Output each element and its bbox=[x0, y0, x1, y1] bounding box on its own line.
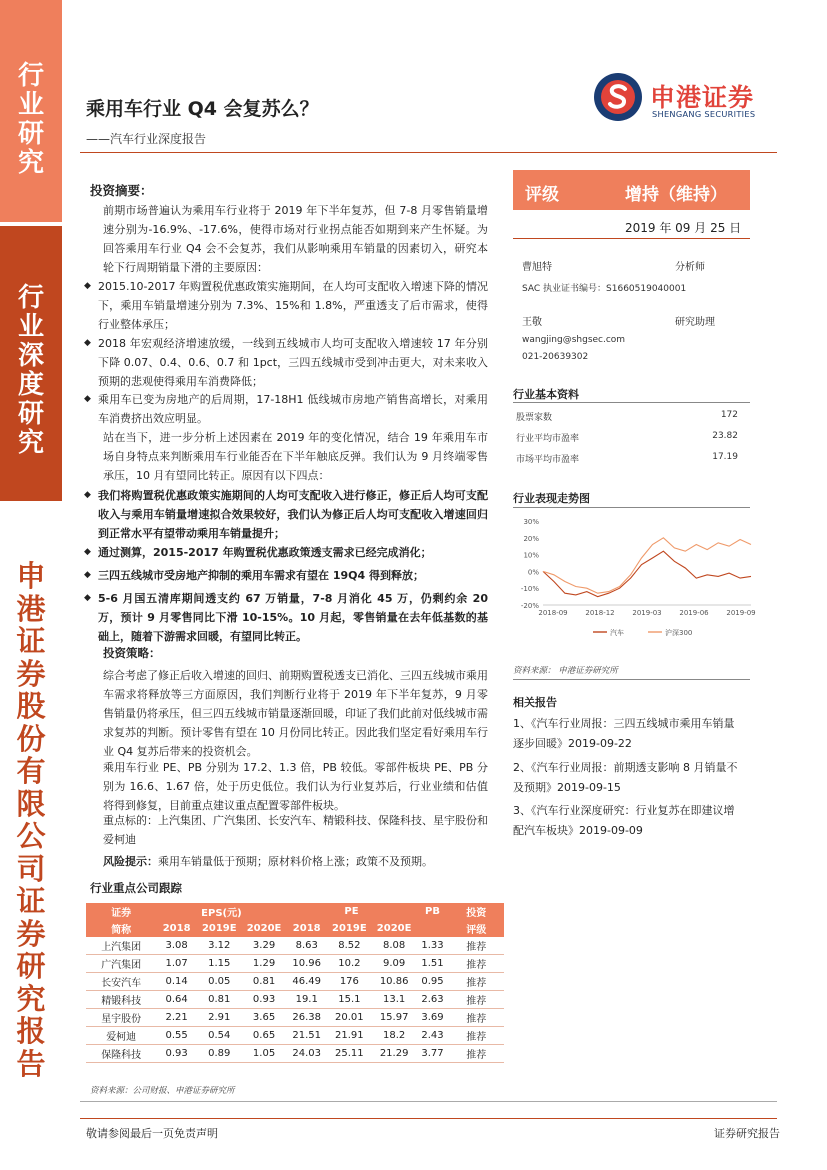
eps-2019e: 3.12 bbox=[197, 937, 242, 955]
risk-text: 乘用车销量低于预期；原材料价格上涨；政策不及预期。 bbox=[158, 855, 433, 868]
invest-rating: 推荐 bbox=[449, 1027, 504, 1045]
industry-trend-chart bbox=[513, 515, 758, 640]
basics-divider bbox=[513, 402, 750, 403]
sidebar-middle-block bbox=[0, 226, 62, 501]
bullet-text: 2015.10-2017 年购置税优惠政策实施期间，在人均可支配收入增速下降的情况下，乘用车销量增速分别为 7.3%、15%和 1.8%，严重透支了后市需求，使得行业整体承压； bbox=[98, 280, 488, 331]
analyst-1-role: 分析师 bbox=[675, 262, 705, 273]
focus-stocks: 重点标的：上汽集团、广汽集团、长安汽车、精锻科技、保隆科技、星宇股份和爱柯迪 bbox=[103, 814, 488, 846]
analyst-2-role: 研究助理 bbox=[675, 317, 715, 328]
summary-intro: 前期市场普遍认为乘用车行业将于 2019 年下半年复苏，但 7-8 月零售销量增速分别为-16.9%、-17.6%，使得市场对行业拐点能否如期到来产生怀疑。为回答乘用车行业 Q4 会不会复苏，我们从影响乘用车销量的因素切入，研究本轮下行周期销量下滑的主要原因： bbox=[103, 204, 488, 274]
eps-2019e: 0.81 bbox=[197, 991, 242, 1009]
header-divider bbox=[80, 152, 777, 153]
y-tick-label: 20% bbox=[523, 534, 539, 543]
eps-2019e: 0.54 bbox=[197, 1027, 242, 1045]
pe-2018: 19.1 bbox=[286, 991, 327, 1009]
table-row bbox=[86, 937, 504, 955]
bullet-1-1 bbox=[84, 277, 488, 334]
eps-2020e: 0.93 bbox=[242, 991, 287, 1009]
risk-warning bbox=[103, 852, 488, 871]
header-pe: PE bbox=[286, 903, 416, 920]
pe-2020e: 13.1 bbox=[372, 991, 417, 1009]
legend-label: 沪深300 bbox=[665, 629, 693, 637]
company-name: 星宇股份 bbox=[86, 1009, 156, 1027]
table-row bbox=[86, 1027, 504, 1045]
related-heading: 相关报告 bbox=[513, 696, 557, 709]
table-header-row bbox=[86, 920, 504, 937]
table-row bbox=[86, 1009, 504, 1027]
eps-2018: 1.07 bbox=[156, 955, 197, 973]
footer-divider-top bbox=[80, 1101, 777, 1102]
company-tracking-table bbox=[86, 903, 504, 1063]
header-year: 2018 bbox=[286, 920, 327, 937]
header-year: 2018 bbox=[156, 920, 197, 937]
bullet-icon: ◆ bbox=[84, 338, 91, 348]
related-divider-top bbox=[513, 679, 750, 680]
pe-2018: 8.63 bbox=[286, 937, 327, 955]
eps-2020e: 3.29 bbox=[242, 937, 287, 955]
pe-2020e: 18.2 bbox=[372, 1027, 417, 1045]
bullet-2-3 bbox=[84, 566, 488, 585]
footer-divider bbox=[80, 1118, 777, 1119]
bullet-text: 通过测算，2015-2017 年购置税优惠政策透支需求已经完成消化； bbox=[98, 546, 432, 559]
basics-heading: 行业基本资料 bbox=[513, 388, 579, 401]
invest-rating: 推荐 bbox=[449, 937, 504, 955]
company-name: 长安汽车 bbox=[86, 973, 156, 991]
pb-value: 1.33 bbox=[417, 937, 449, 955]
company-name: 保隆科技 bbox=[86, 1045, 156, 1063]
table-row bbox=[86, 955, 504, 973]
table-title: 行业重点公司跟踪 bbox=[90, 881, 182, 895]
bullet-text: 三四五线城市受房地产抑制的乘用车需求有望在 19Q4 得到释放； bbox=[98, 569, 424, 582]
eps-2019e: 2.91 bbox=[197, 1009, 242, 1027]
header-blank bbox=[417, 920, 449, 937]
invest-rating: 推荐 bbox=[449, 955, 504, 973]
analyst-2-phone: 021-20639302 bbox=[522, 352, 589, 362]
strategy-paragraph-1: 综合考虑了修正后收入增速的回归、前期购置税透支已消化、三四五线城市乘用车需求将释放等三方面原因，我们判断行业将于 2019 年下半年复苏，9 月零售销量仍将承压，但三四五线城市销量逐渐回暖，印证了我们此前对低线城市需求复苏的判断。预计零售有望在 10 月份同比转正。因此我们坚定看好乘用车行业 Q4 复苏后带来的投资机会。 bbox=[103, 669, 488, 758]
eps-2019e: 1.15 bbox=[197, 955, 242, 973]
table-row bbox=[86, 973, 504, 991]
x-tick-label: 2019-03 bbox=[632, 609, 662, 617]
header-year: 2020E bbox=[242, 920, 287, 937]
company-name: 上汽集团 bbox=[86, 937, 156, 955]
header-pb: PB bbox=[417, 903, 449, 920]
pe-2019e: 8.52 bbox=[327, 937, 372, 955]
strategy-paragraph-2: 乘用车行业 PE、PB 分别为 17.2、1.3 倍，PB 较低。零部件板块 PE、PB 分别为 16.6、1.67 倍，处于历史低位。我们认为行业复苏后，行业业绩和估值将得到修复，目前重点建议重点配置零部件板块。 bbox=[103, 761, 488, 812]
bullet-icon: ◆ bbox=[84, 490, 91, 500]
trend-heading: 行业表现走势图 bbox=[513, 492, 590, 505]
rating-value: 增持（维持） bbox=[625, 185, 727, 205]
pe-2020e: 8.08 bbox=[372, 937, 417, 955]
pe-2018: 10.96 bbox=[286, 955, 327, 973]
pe-2020e: 15.97 bbox=[372, 1009, 417, 1027]
basics-label: 股票家数 bbox=[516, 413, 553, 423]
strategy-heading: 投资策略： bbox=[103, 646, 161, 660]
basics-value: 172 bbox=[720, 410, 738, 420]
bullet-icon: ◆ bbox=[84, 281, 91, 291]
eps-2019e: 0.89 bbox=[197, 1045, 242, 1063]
related-item[interactable]: 2、《汽车行业周报：前期透支影响 8 月销量不及预期》2019-09-15 bbox=[513, 761, 738, 794]
header-invest: 投资 bbox=[449, 903, 504, 920]
header-year: 2019E bbox=[197, 920, 242, 937]
bullet-1-3 bbox=[84, 390, 488, 428]
sidebar-top-block bbox=[0, 0, 62, 222]
sidebar-middle-label bbox=[0, 284, 62, 458]
basics-value: 17.19 bbox=[712, 452, 738, 462]
table-row bbox=[86, 1045, 504, 1063]
x-tick-label: 2018-12 bbox=[585, 609, 615, 617]
table-header-row bbox=[86, 903, 504, 920]
eps-2018: 0.14 bbox=[156, 973, 197, 991]
related-item[interactable]: 1、《汽车行业周报：三四五线城市乘用车销量逐步回暖》2019-09-22 bbox=[513, 717, 735, 750]
report-subtitle: ——汽车行业深度报告 bbox=[86, 132, 207, 146]
y-tick-label: 0% bbox=[527, 568, 539, 577]
summary-mid: 站在当下，进一步分析上述因素在 2019 年的变化情况，结合 19 年乘用车市场自身特点来判断乘用车行业能否在下半年触底反弹。我们认为 9 月终端零售承压，10 月有望同比转正。原因有以下四点： bbox=[103, 431, 488, 482]
bullet-2-1 bbox=[84, 486, 488, 543]
sidebar-top-text: 行业研究 bbox=[17, 61, 44, 178]
related-item[interactable]: 3、《汽车行业深度研究：行业复苏在即建议增配汽车板块》2019-09-09 bbox=[513, 804, 735, 837]
pe-2019e: 176 bbox=[327, 973, 372, 991]
basics-label: 行业平均市盈率 bbox=[516, 434, 580, 444]
x-tick-label: 2019-09 bbox=[726, 609, 756, 617]
legend-label: 汽车 bbox=[610, 629, 624, 637]
sidebar-bottom-label bbox=[0, 560, 62, 1080]
analyst-2-email[interactable]: wangjing@shgsec.com bbox=[522, 335, 626, 345]
pe-2019e: 21.91 bbox=[327, 1027, 372, 1045]
header-year: 2019E bbox=[327, 920, 372, 937]
invest-rating: 推荐 bbox=[449, 973, 504, 991]
bullet-text: 我们将购置税优惠政策实施期间的人均可支配收入进行修正，修正后人均可支配收入与乘用车销量增速拟合效果较好，我们认为修正后人均可支配收入增速回归到正常水平有望带动乘用车销量提升； bbox=[98, 489, 488, 540]
y-tick-label: -10% bbox=[520, 585, 539, 594]
invest-rating: 推荐 bbox=[449, 1045, 504, 1063]
analyst-1-license: SAC 执业证书编号：S1660519040001 bbox=[522, 284, 687, 294]
x-tick-label: 2019-06 bbox=[679, 609, 709, 617]
series-line-2 bbox=[543, 538, 751, 593]
basics-value: 23.82 bbox=[712, 431, 738, 441]
analyst-2-name: 王敬 bbox=[522, 317, 542, 328]
bullet-2-2 bbox=[84, 543, 488, 562]
pb-value: 3.69 bbox=[417, 1009, 449, 1027]
eps-2020e: 3.65 bbox=[242, 1009, 287, 1027]
header-rating: 评级 bbox=[449, 920, 504, 937]
invest-rating: 推荐 bbox=[449, 1009, 504, 1027]
pe-2018: 26.38 bbox=[286, 1009, 327, 1027]
summary-heading: 投资摘要： bbox=[90, 183, 153, 198]
eps-2018: 0.55 bbox=[156, 1027, 197, 1045]
pe-2018: 24.03 bbox=[286, 1045, 327, 1063]
pb-value: 1.51 bbox=[417, 955, 449, 973]
rating-box bbox=[513, 170, 750, 210]
sidebar-top-label bbox=[0, 62, 62, 178]
eps-2018: 3.08 bbox=[156, 937, 197, 955]
company-name: 爱柯迪 bbox=[86, 1027, 156, 1045]
basics-label: 市场平均市盈率 bbox=[516, 455, 580, 465]
pe-2018: 21.51 bbox=[286, 1027, 327, 1045]
bullet-text: 2018 年宏观经济增速放缓，一线到五线城市人均可支配收入增速较 17 年分别下降 0.07、0.4、0.6、0.7 和 1pct，三四五线城市受到冲击更大，对未来收入预期的悲观使得乘用车消费降低； bbox=[98, 337, 488, 388]
eps-2020e: 1.29 bbox=[242, 955, 287, 973]
pe-2019e: 25.11 bbox=[327, 1045, 372, 1063]
table-row bbox=[86, 991, 504, 1009]
pb-value: 0.95 bbox=[417, 973, 449, 991]
report-date: 2019 年 09 月 25 日 bbox=[625, 221, 742, 235]
pb-value: 3.77 bbox=[417, 1045, 449, 1063]
bullet-2-4 bbox=[84, 589, 488, 646]
bullet-icon: ◆ bbox=[84, 547, 91, 557]
invest-rating: 推荐 bbox=[449, 991, 504, 1009]
pe-2019e: 15.1 bbox=[327, 991, 372, 1009]
eps-2020e: 1.05 bbox=[242, 1045, 287, 1063]
pb-value: 2.63 bbox=[417, 991, 449, 1009]
bullet-1-2 bbox=[84, 334, 488, 391]
shengang-logo-icon bbox=[592, 71, 644, 127]
y-tick-label: 30% bbox=[523, 518, 539, 526]
risk-label: 风险提示： bbox=[103, 855, 158, 868]
company-name: 广汽集团 bbox=[86, 955, 156, 973]
eps-2020e: 0.65 bbox=[242, 1027, 287, 1045]
pe-2020e: 10.86 bbox=[372, 973, 417, 991]
bullet-icon: ◆ bbox=[84, 394, 91, 404]
header-year: 2020E bbox=[372, 920, 417, 937]
sidebar-bottom-text: 申港证券股份有限公司证券研究报告 bbox=[16, 559, 46, 1081]
header-security: 证券 bbox=[86, 903, 156, 920]
eps-2020e: 0.81 bbox=[242, 973, 287, 991]
y-tick-label: -20% bbox=[520, 602, 539, 610]
series-line-1 bbox=[543, 551, 751, 596]
pe-2019e: 20.01 bbox=[327, 1009, 372, 1027]
logo-name: 申港证券 bbox=[650, 83, 755, 112]
bullet-icon: ◆ bbox=[84, 593, 91, 603]
bullet-text: 乘用车已变为房地产的后周期，17-18H1 低线城市房地产销售高增长，对乘用车消费挤出效应明显。 bbox=[98, 393, 488, 425]
pb-value: 2.43 bbox=[417, 1027, 449, 1045]
eps-2018: 0.64 bbox=[156, 991, 197, 1009]
footer-label: 证券研究报告 bbox=[714, 1127, 780, 1140]
y-tick-label: 10% bbox=[523, 551, 539, 560]
trend-source: 资料来源： 申港证券研究所 bbox=[513, 666, 618, 676]
pe-2018: 46.49 bbox=[286, 973, 327, 991]
rating-label: 评级 bbox=[525, 185, 559, 205]
x-tick-label: 2018-09 bbox=[538, 609, 568, 617]
trend-divider bbox=[513, 507, 750, 508]
eps-2018: 2.21 bbox=[156, 1009, 197, 1027]
logo-english: SHENGANG SECURITIES bbox=[652, 109, 756, 119]
pe-2020e: 21.29 bbox=[372, 1045, 417, 1063]
table-source: 资料来源：公司财报、申港证券研究所 bbox=[90, 1086, 235, 1096]
bullet-icon: ◆ bbox=[84, 570, 91, 580]
pe-2020e: 9.09 bbox=[372, 955, 417, 973]
bullet-text: 5-6 月国五清库期间透支约 67 万销量，7-8 月消化 45 万，仍剩约余 20 万，预计 9 月零售同比下滑 10-15%。10 月起，零售销量在去年低基数的基础上，随着下游需求回暖，有望同比转正。 bbox=[98, 592, 488, 643]
sidebar-middle-text: 行业深度研究 bbox=[17, 283, 44, 458]
eps-2018: 0.93 bbox=[156, 1045, 197, 1063]
analyst-1-name: 曹旭特 bbox=[522, 262, 552, 273]
report-title: 乘用车行业 Q4 会复苏么？ bbox=[86, 98, 319, 120]
pe-2019e: 10.2 bbox=[327, 955, 372, 973]
header-eps: EPS(元) bbox=[156, 903, 286, 920]
eps-2019e: 0.05 bbox=[197, 973, 242, 991]
footer-disclaimer[interactable]: 敬请参阅最后一页免责声明 bbox=[86, 1127, 218, 1140]
company-name: 精锻科技 bbox=[86, 991, 156, 1009]
header-abbr: 简称 bbox=[86, 920, 156, 937]
rating-divider bbox=[513, 238, 750, 239]
